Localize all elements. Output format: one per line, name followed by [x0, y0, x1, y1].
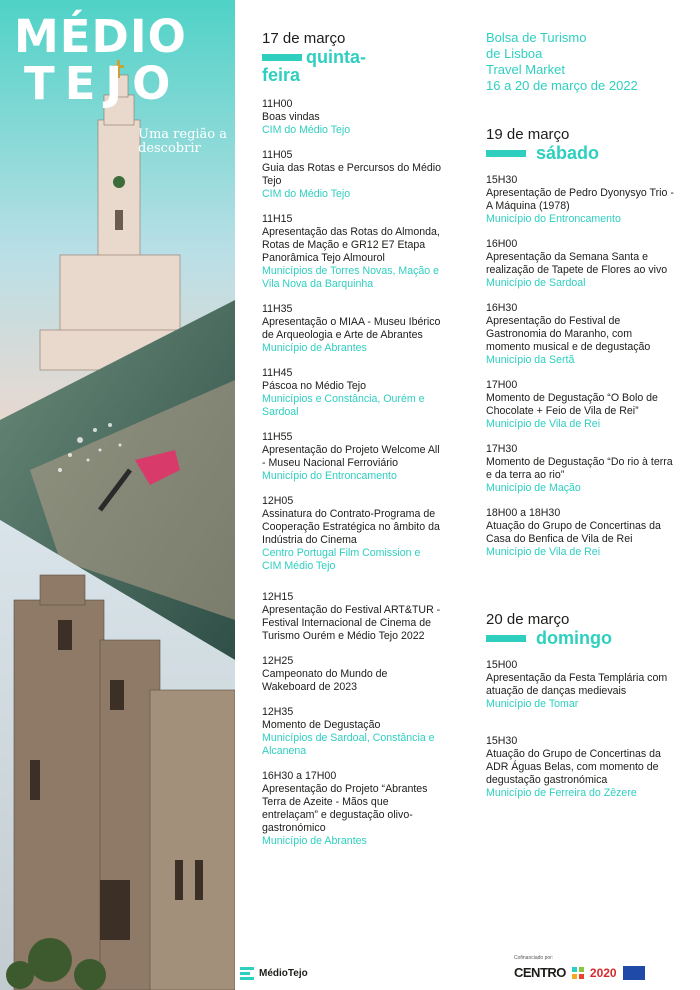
event-time: 11H45 — [262, 367, 293, 379]
list-item — [262, 303, 442, 355]
tagline: Uma região a descobrir — [138, 127, 228, 156]
list-item — [262, 98, 442, 137]
list-item — [262, 149, 442, 201]
list-item — [486, 507, 676, 559]
title-line-1: MÉDIO — [14, 10, 187, 63]
event-org: Município de Vila de Rei — [486, 546, 601, 558]
day-date: 20 de março — [486, 611, 570, 628]
list-item — [486, 735, 676, 800]
event-org: Centro Portugal Film Comission e CIM Médio Tejo — [262, 547, 421, 572]
hero-image-column — [0, 0, 235, 990]
day-column-right — [486, 30, 676, 800]
event-name: Apresentação do Festival de Gastronomia do Maranho, com momento musical e de degustação — [486, 315, 651, 353]
list-item — [486, 659, 676, 711]
list-item — [262, 367, 442, 419]
list-item — [486, 379, 676, 431]
event-org: Município do Entroncamento — [486, 213, 621, 225]
event-time: 17H00 — [486, 379, 518, 391]
event-name: Momento de Degustação — [262, 719, 381, 731]
event-time: 15H00 — [486, 659, 518, 671]
eu-flag-icon — [623, 966, 645, 980]
fair-name-line-3: Travel Market — [486, 62, 565, 77]
event-name: Boas vindas — [262, 111, 320, 123]
day-date: 17 de março — [262, 30, 346, 47]
day-weekday — [262, 48, 442, 66]
event-time: 15H30 — [486, 735, 518, 747]
event-name: Apresentação o MIAA - Museu Ibérico de Arqueologia e Arte de Abrantes — [262, 316, 441, 341]
list-item — [262, 213, 442, 291]
day-weekday — [486, 629, 676, 647]
event-org: Município de Tomar — [486, 698, 579, 710]
weekday: domingo — [536, 628, 612, 648]
event-name: Momento de Degustação “O Bolo de Chocolate + Feio de Vila de Rei” — [486, 392, 658, 417]
event-org: Município de Mação — [486, 482, 581, 494]
partners-row — [514, 965, 694, 980]
fair-dates: 16 a 20 de março de 2022 — [486, 78, 638, 93]
fair-name-line-1: Bolsa de Turismo — [486, 30, 587, 45]
event-org: Município da Sertã — [486, 354, 575, 366]
event-name: Apresentação de Pedro Dyonysyo Trio - A Máquina (1978) — [486, 187, 674, 212]
weekday-part1: quinta- — [306, 47, 366, 67]
weekday-part2: feira — [262, 65, 301, 85]
event-org: CIM do Médio Tejo — [262, 124, 351, 136]
event-org: CIM do Médio Tejo — [262, 188, 351, 200]
event-time: 16H30 a 17H00 — [262, 770, 337, 782]
centro-logo: CENTRO — [514, 965, 566, 980]
event-time: 11H55 — [262, 431, 293, 443]
event-name: Atuação do Grupo de Concertinas da Casa do Benfica de Vila de Rei — [486, 520, 661, 545]
event-name: Campeonato do Mundo de Wakeboard de 2023 — [262, 668, 388, 693]
partner-logos — [514, 955, 694, 980]
day-weekday — [486, 144, 676, 162]
list-item — [262, 431, 442, 483]
event-org: Município de Ferreira do Zêzere — [486, 787, 637, 799]
event-time: 16H00 — [486, 238, 518, 250]
event-time: 11H00 — [262, 98, 293, 110]
list-item — [486, 443, 676, 495]
medio-tejo-icon — [240, 966, 254, 980]
event-name: Páscoa no Médio Tejo — [262, 380, 367, 392]
event-org: Município de Abrantes — [262, 835, 367, 847]
day-column-17 — [262, 30, 442, 848]
medio-tejo-logo — [240, 966, 308, 980]
event-time: 15H30 — [486, 174, 518, 186]
event-org: Municípios de Sardoal, Constância e Alcanena — [262, 732, 435, 757]
event-time: 18H00 a 18H30 — [486, 507, 561, 519]
event-org: Município do Entroncamento — [262, 470, 397, 482]
event-time: 11H05 — [262, 149, 293, 161]
accent-bar — [486, 635, 526, 642]
accent-bar — [262, 54, 302, 61]
day-header — [262, 30, 442, 84]
event-name: Guia das Rotas e Percursos do Médio Tejo — [262, 162, 442, 187]
event-time: 11H35 — [262, 303, 293, 315]
event-name: Atuação do Grupo de Concertinas da ADR Águas Belas, com momento de degustação gastronómica — [486, 748, 661, 786]
event-name: Apresentação do Festival ART&TUR - Festival Internacional de Cinema de Turismo Ourém e Médio Tejo 2022 — [262, 604, 441, 642]
day-date: 19 de março — [486, 126, 570, 143]
list-item — [262, 706, 442, 758]
event-time: 12H35 — [262, 706, 294, 718]
event-org: Municípios e Constância, Ourém e Sardoal — [262, 393, 425, 418]
day-header — [486, 126, 676, 162]
event-org: Município de Vila de Rei — [486, 418, 601, 430]
partners-label: Cofinanciado por: — [514, 955, 554, 961]
event-time: 12H15 — [262, 591, 294, 603]
accent-bar — [486, 150, 526, 157]
event-org: Municípios de Torres Novas, Mação e Vila Nova da Barquinha — [262, 265, 440, 290]
event-time: 12H25 — [262, 655, 294, 667]
list-item — [486, 238, 676, 290]
portugal-2020-logo: 2020 — [589, 965, 617, 980]
event-time: 16H30 — [486, 302, 518, 314]
list-item — [486, 174, 676, 226]
centro-squares-icon — [572, 967, 584, 979]
poster-title — [14, 10, 229, 110]
list-item — [262, 770, 442, 848]
event-time: 12H05 — [262, 495, 294, 507]
event-name: Apresentação da Festa Templária com atuação de danças medievais — [486, 672, 668, 697]
list-item — [262, 591, 442, 643]
weekday: sábado — [536, 143, 600, 163]
event-name: Momento de Degustação “Do rio à terra e da terra ao rio” — [486, 456, 673, 481]
event-name: Assinatura do Contrato-Programa de Cooperação Estratégica no âmbito da Indústria do Cinema — [262, 508, 440, 546]
fair-info — [486, 30, 676, 94]
list-item — [262, 655, 442, 694]
event-org: Município de Sardoal — [486, 277, 586, 289]
event-name: Apresentação das Rotas do Almonda, Rotas de Mação e GR12 E7 Etapa Panorâmica Tejo Almourol — [262, 226, 440, 264]
list-item — [262, 495, 442, 573]
event-time: 11H15 — [262, 213, 293, 225]
event-name: Apresentação da Semana Santa e realização de Tapete de Flores ao vivo — [486, 251, 668, 276]
list-item — [486, 302, 676, 367]
event-org: Município de Abrantes — [262, 342, 367, 354]
title-line-2: TEJO — [24, 57, 181, 110]
event-name: Apresentação do Projeto “Abrantes Terra de Azeite - Mãos que entrelaçam” e degustação olivo-gastronómico — [262, 783, 428, 834]
logo-text: MédioTejo — [259, 967, 308, 979]
fair-name-line-2: de Lisboa — [486, 46, 543, 61]
day-header — [486, 611, 676, 647]
event-name: Apresentação do Projeto Welcome All - Museu Nacional Ferroviário — [262, 444, 440, 469]
event-time: 17H30 — [486, 443, 518, 455]
